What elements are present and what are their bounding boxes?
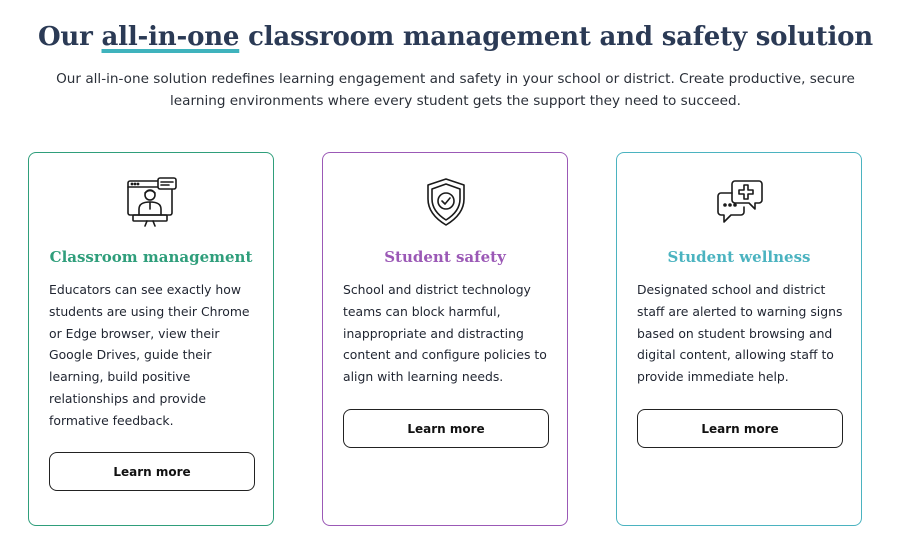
title-highlight: all-in-one	[101, 22, 240, 52]
title-prefix: Our	[37, 22, 102, 52]
card-student-wellness	[616, 152, 862, 526]
card-body: Designated school and district staff are alerted to warning signs based on student browsing and digital content, allowing staff to provide immediate help.	[637, 282, 843, 385]
card-title: Student safety	[384, 248, 506, 266]
learn-more-button[interactable]: Learn more	[637, 409, 843, 448]
learn-more-button[interactable]: Learn more	[49, 452, 255, 491]
teacher-screen-icon	[125, 175, 179, 229]
card-student-safety	[322, 152, 568, 526]
card-body: Educators can see exactly how students are using their Chrome or Edge browser, view their Google Drives, guide their learning, build positive relationships and provide formative feedback.	[49, 282, 250, 428]
page-subtitle: Our all-in-one solution redefines learning engagement and safety in your school or district. Create productive, secure learning environments where every student gets the support they need to succeed.	[56, 71, 855, 109]
page-title	[0, 22, 911, 52]
card-classroom-management	[28, 152, 274, 526]
learn-more-button[interactable]: Learn more	[343, 409, 549, 448]
card-title: Classroom management	[49, 248, 253, 266]
chat-medical-icon	[713, 175, 767, 229]
title-suffix: classroom management and safety solution	[239, 22, 873, 52]
shield-check-icon	[419, 175, 473, 229]
card-body: School and district technology teams can block harmful, inappropriate and distracting content and configure policies to align with learning needs.	[343, 282, 547, 385]
card-title: Student wellness	[667, 248, 811, 266]
